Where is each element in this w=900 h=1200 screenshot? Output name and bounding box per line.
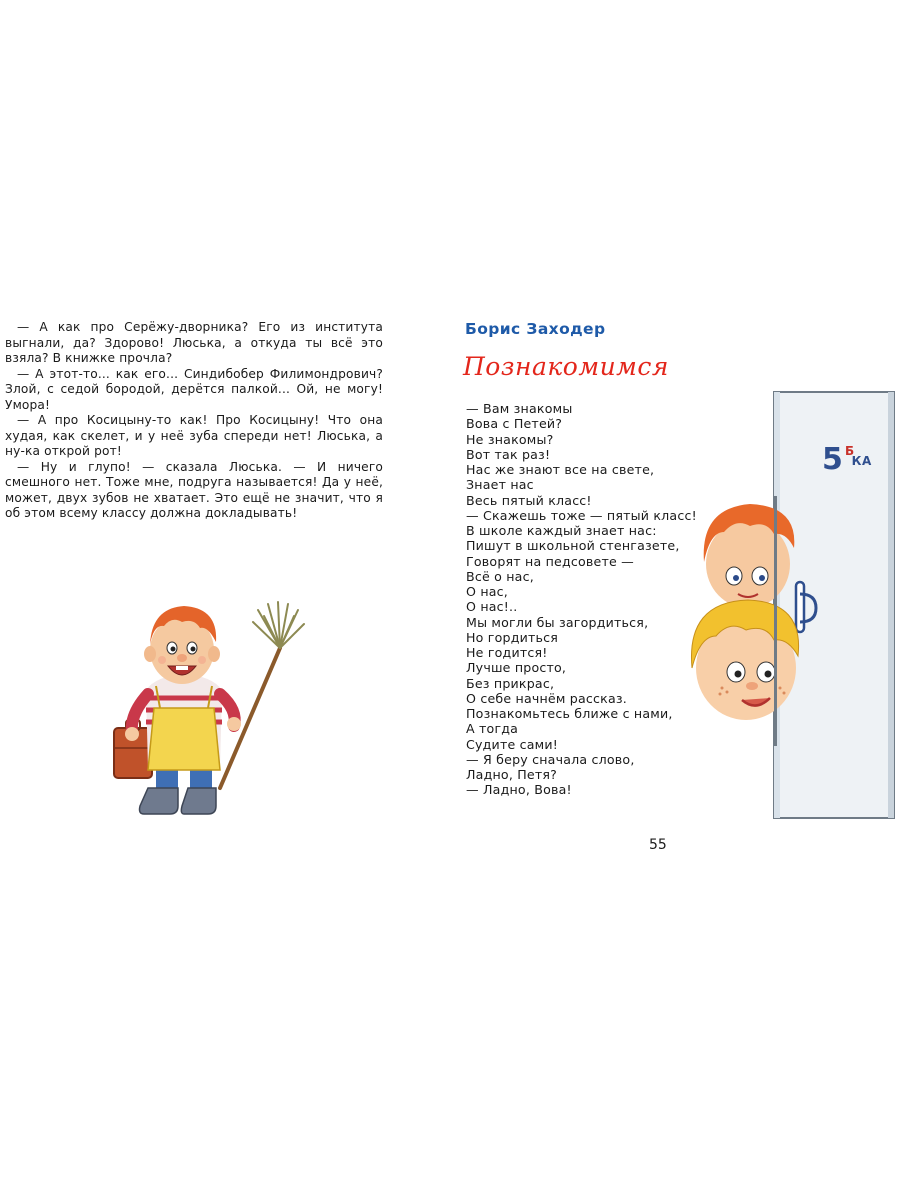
boy-janitor-illustration: [108, 598, 308, 823]
door-sign-letter: Б: [845, 444, 855, 458]
poem-line: Познакомьтесь ближе с нами,: [466, 706, 673, 721]
poem-line: — Скажешь тоже — пятый класс!: [466, 507, 697, 523]
paragraph-2: — А этот-то... как его... Синдибобер Филимондрович? Злой, с седой бородой, дерётся палкой... Ой, не могу! Умора!: [5, 366, 383, 412]
poem-line: О себе начнём рассказ.: [466, 690, 627, 706]
poem-line: Вова с Петей?: [466, 416, 563, 432]
author-name: Борис Заходер: [465, 320, 606, 338]
poem-line: Ладно, Петя?: [466, 767, 558, 782]
poem-line: Весь пятый класс!: [466, 492, 592, 508]
poem-line: Но гордиться: [466, 629, 559, 645]
poem-line: — Ладно, Вова!: [466, 782, 572, 798]
left-page-prose: [5, 320, 383, 522]
poem-line: Судите сами!: [466, 736, 559, 752]
page-number: 55: [649, 837, 667, 853]
poem-body: [466, 401, 697, 798]
poem-line: — Вам знакомы: [466, 401, 573, 416]
poem-line: О нас,: [466, 584, 508, 599]
poem-line: Не годится!: [466, 645, 548, 660]
paragraph-4: — Ну и глупо! — сказала Люська. — И ничего смешного нет. Тоже мне, подруга называется! Да у неё, может, двух зубов не хватает. Это ещё не значит, что я об этом всему классу должна докладывать!: [5, 459, 383, 520]
poem-line: О нас!..: [466, 599, 518, 615]
poem-title: Познакомимся: [463, 352, 669, 381]
poem-line: Знает нас: [466, 477, 534, 493]
poem-line: Лучше просто,: [466, 660, 567, 676]
paragraph-3: — А про Косицыну-то как! Про Косицыну! Что она худая, как скелет, и у неё зуба спереди нет! Люська, а ну-ка открой рот!: [5, 413, 383, 458]
poem-line: — Я беру сначала слово,: [466, 751, 635, 767]
poem-line: Без прикрас,: [466, 675, 555, 691]
poem-line: А тогда: [466, 721, 519, 737]
paragraph-1: — А как про Серёжу-дворника? Его из института выгнали, да? Здорово! Люська, а откуда ты всё это взяла? В книжке прочла?: [5, 320, 383, 365]
poem-line: Пишут в школьной стенгазете,: [466, 538, 680, 554]
door-sign-suffix: КА: [851, 454, 872, 468]
poem-line: Всё о нас,: [466, 568, 534, 584]
door-sign-number: 5: [822, 442, 843, 477]
poem-line: Не знакомы?: [466, 431, 554, 447]
poem-line: Вот так раз!: [466, 446, 551, 462]
poem-line: Нас же знают все на свете,: [466, 462, 655, 477]
poem-line: Мы могли бы загордиться,: [466, 614, 649, 630]
poem-line: Говорят на педсовете —: [466, 553, 634, 569]
poem-line: В школе каждый знает нас:: [466, 523, 657, 538]
door-sign-letters: [845, 444, 875, 468]
